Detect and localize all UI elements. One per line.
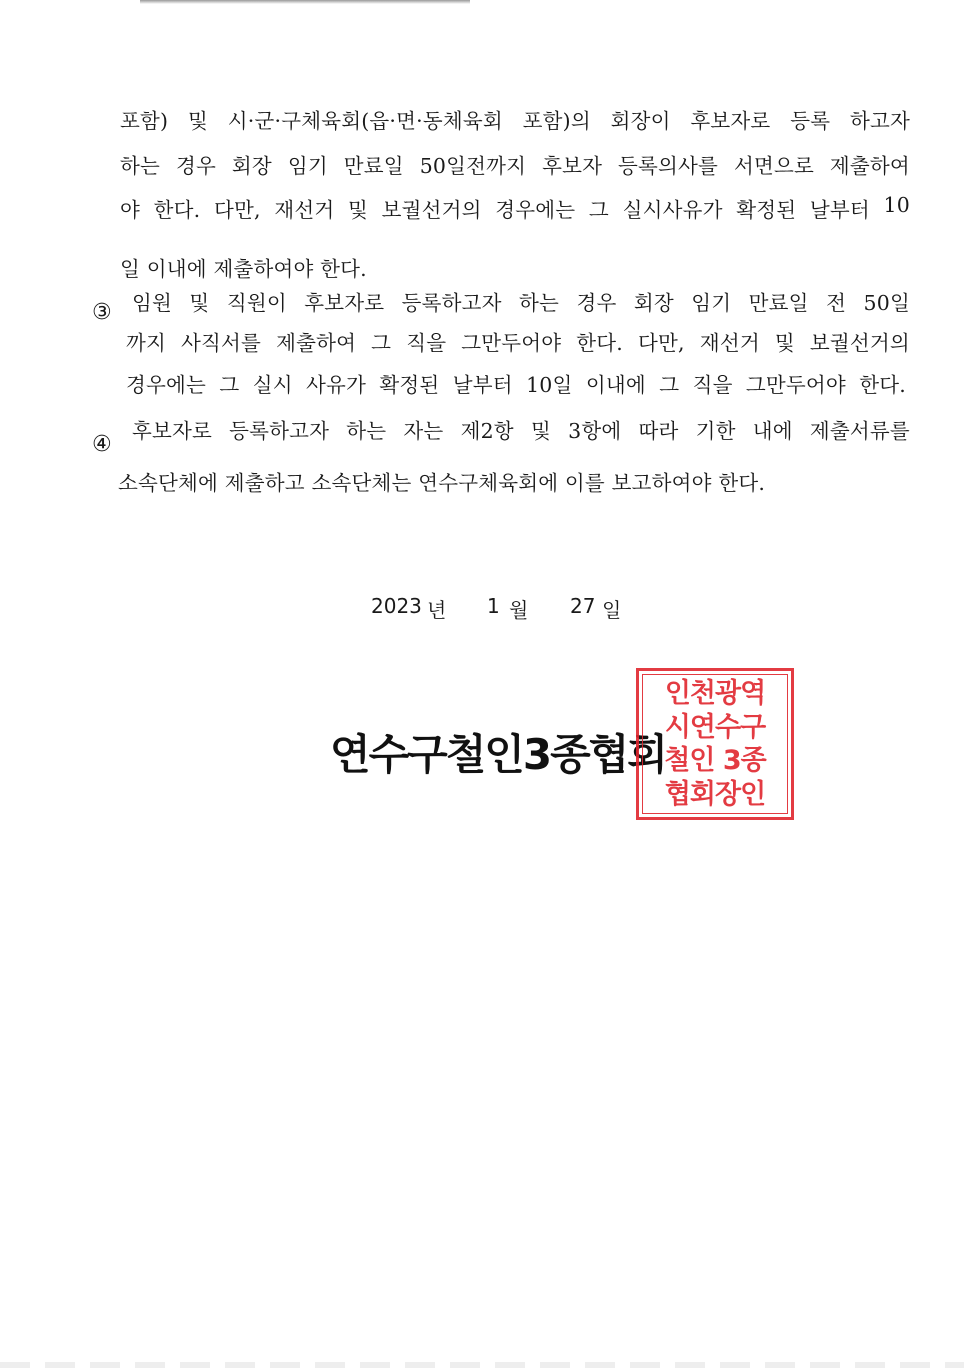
word: 하는: [519, 291, 560, 315]
word: 날부터: [809, 198, 870, 222]
word: 경우: [175, 154, 216, 178]
word: 제출서류를: [809, 419, 910, 443]
word: 회장이: [610, 109, 671, 133]
word: 내에: [752, 419, 793, 443]
word: 포함)의: [522, 109, 591, 133]
word: 시·군·구체육회(읍·면·동체육회: [227, 109, 503, 133]
word: 보궐선거의: [381, 198, 482, 222]
word: 및: [189, 291, 210, 315]
body-line-2: [120, 149, 910, 179]
word: 재선거: [699, 331, 760, 355]
word: 그: [659, 373, 680, 397]
word: 하고자: [849, 109, 910, 133]
word: 확정된: [736, 198, 797, 222]
seal-text-line: 인천광역: [664, 678, 766, 710]
body-line-8: [132, 414, 910, 444]
date-month-unit: 월: [509, 598, 529, 622]
word: 직을: [406, 331, 447, 355]
word: 후보자로: [690, 109, 771, 133]
word: 그: [588, 198, 609, 222]
date-month: 1: [487, 594, 500, 618]
word: 후보자: [542, 154, 603, 178]
date-day-unit: 일: [602, 598, 622, 622]
word: 하는: [346, 419, 387, 443]
word: 및: [187, 109, 208, 133]
word: 회장: [231, 154, 272, 178]
word: 등록하고자: [229, 419, 330, 443]
date-year: 2023: [371, 594, 422, 618]
word: 임기: [287, 154, 328, 178]
word: 후보자로: [304, 291, 385, 315]
word: 만료일: [343, 154, 404, 178]
word: 제2항: [460, 419, 514, 443]
word: 10: [883, 193, 910, 217]
word: 경우에는: [495, 198, 576, 222]
word: 사직서를: [181, 331, 262, 355]
body-line-6: [126, 326, 910, 356]
body-line-1: [120, 104, 910, 134]
seal-text-line: 철인 3종: [664, 745, 766, 777]
scan-edge-top: [140, 0, 470, 4]
word: 및: [774, 331, 795, 355]
scan-edge-bottom: [0, 1362, 964, 1368]
word: 따라: [638, 419, 679, 443]
word: 임기: [691, 291, 732, 315]
word: 날부터: [452, 373, 513, 397]
word: 확정된: [379, 373, 440, 397]
word: 직을: [692, 373, 733, 397]
seal-text-line: 협회장인: [664, 778, 766, 810]
organization-name: 연수구철인3종협회: [330, 730, 666, 779]
word: 그만두어야: [461, 331, 562, 355]
word: 10일: [526, 373, 573, 397]
word: 그: [219, 373, 240, 397]
word: 등록: [790, 109, 831, 133]
word: 그: [371, 331, 392, 355]
body-line-9: 소속단체에 제출하고 소속단체는 연수구체육회에 이를 보고하여야 한다.: [118, 471, 766, 495]
word: 보궐선거의: [809, 331, 910, 355]
word: 제출하여: [276, 331, 357, 355]
word: 한다.: [153, 198, 201, 222]
seal-text-line: 시연수구: [664, 711, 766, 743]
word: 재선거: [274, 198, 335, 222]
official-seal-stamp: [636, 668, 794, 820]
word: 제출하여: [829, 154, 910, 178]
word: 한다.: [859, 373, 906, 397]
word: 경우: [576, 291, 617, 315]
word: 다만,: [214, 198, 261, 222]
word: 등록하고자: [401, 291, 502, 315]
word: 하는: [120, 154, 161, 178]
body-line-4: 일 이내에 제출하여야 한다.: [120, 257, 367, 281]
word: 실시: [252, 373, 293, 397]
word: 서면으로: [733, 154, 814, 178]
word: 경우에는: [126, 373, 207, 397]
word: 및: [530, 419, 551, 443]
word: 및: [348, 198, 369, 222]
word: 3항에: [568, 419, 622, 443]
word: 회장: [633, 291, 674, 315]
word: 야: [120, 198, 141, 222]
word: 50일: [863, 291, 910, 315]
word: 자는: [403, 419, 444, 443]
body-line-5: [132, 286, 910, 316]
word: 등록의사를: [618, 154, 719, 178]
word: 그만두어야: [745, 373, 846, 397]
word: 직원이: [226, 291, 287, 315]
item-3-marker: ③: [92, 300, 112, 325]
word: 만료일: [748, 291, 809, 315]
body-line-7: [126, 368, 906, 398]
word: 이내에: [585, 373, 646, 397]
word: 포함): [120, 109, 169, 133]
word: 실시사유가: [622, 198, 723, 222]
word: 사유가: [306, 373, 367, 397]
date-year-unit: 년: [427, 598, 447, 622]
word: 전: [826, 291, 847, 315]
word: 까지: [126, 331, 167, 355]
date-day: 27: [570, 594, 596, 618]
word: 다만,: [638, 331, 685, 355]
body-line-3: [120, 193, 910, 223]
word: 기한: [695, 419, 736, 443]
word: 50일전까지: [419, 154, 527, 178]
item-4-marker: ④: [92, 432, 112, 457]
word: 임원: [132, 291, 173, 315]
word: 후보자로: [132, 419, 213, 443]
word: 한다.: [576, 331, 624, 355]
